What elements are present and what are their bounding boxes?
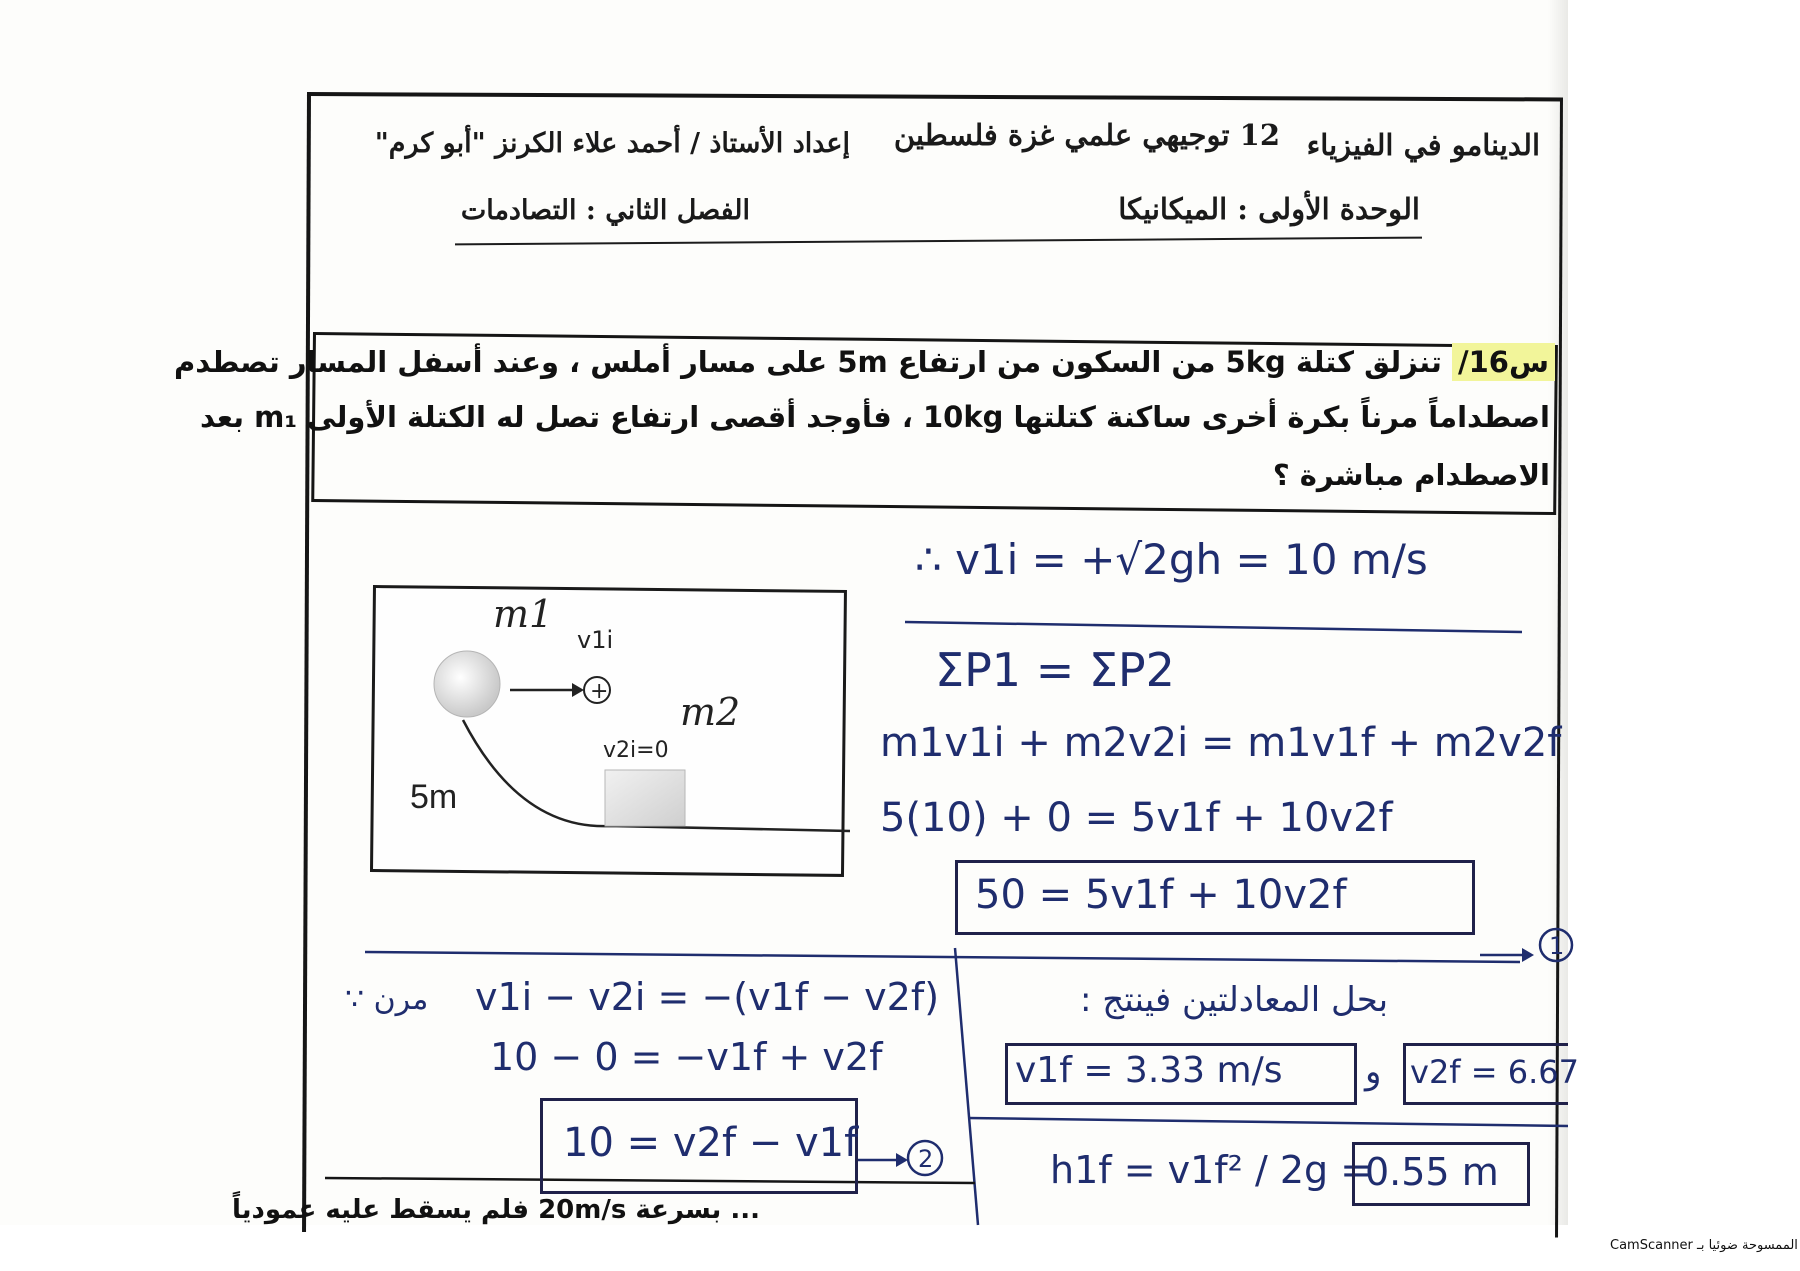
momentum-substituted: 5(10) + 0 = 5v1f + 10v2f: [880, 795, 1393, 841]
plus-sign: +: [590, 679, 609, 704]
m1-label: m1: [493, 592, 554, 636]
momentum-law: ΣP1 = ΣP2: [935, 643, 1175, 697]
header-grade: 12 توجيهي علمي غزة فلسطين: [893, 118, 1280, 152]
elastic-note: ∵ مرن: [345, 982, 429, 1017]
momentum-expanded: m1v1i + m2v2i = m1v1f + m2v2f: [880, 720, 1562, 766]
v1i-equation: ∴ v1i = +√2gh = 10 m/s: [915, 535, 1428, 584]
question-line-2: اصطداماً مرناً بكرة أخرى ساكنة كتلتها 10kg ، فأوجد أقصى ارتفاع تصل له الكتلة الأولى m₁ بعد: [200, 400, 1550, 434]
next-question-partial: ... بسرعة 20m/s فلم يسقط عليه عمودياً: [231, 1195, 760, 1225]
v1f-result: v1f = 3.33 m/s: [1015, 1050, 1283, 1091]
eq1-boxed: 50 = 5v1f + 10v2f: [975, 872, 1347, 918]
v1i-label: v1i: [577, 626, 614, 654]
header-author: إعداد الأستاذ / أحمد علاء الكرنز "أبو كرم": [374, 128, 850, 159]
header-unit: الوحدة الأولى : الميكانيكا: [1118, 192, 1420, 226]
h-formula: h1f = v1f² / 2g =: [1050, 1148, 1373, 1192]
v2i-label: v2i=0: [603, 738, 669, 763]
m2-label: m2: [680, 690, 741, 734]
question-text-1: تنزلق كتلة 5kg من السكون من ارتفاع 5m على مسار أملس ، وعند أسفل المسار تصطدم: [174, 345, 1442, 379]
and-word: و: [1365, 1052, 1382, 1092]
camscanner-footer: الممسوحة ضوئيا بـ CamScanner: [1610, 1238, 1798, 1253]
block-m2: [605, 770, 685, 826]
velocity-arrowhead: [572, 683, 584, 697]
divider-right-top: [905, 622, 1522, 632]
eq2-tag: 2: [918, 1145, 934, 1173]
header-chapter: الفصل الثاني : التصادمات: [460, 195, 750, 226]
elastic-substituted: 10 − 0 = −v1f + v2f: [490, 1035, 883, 1079]
question-line-3: الاصطدام مباشرة ؟: [1272, 458, 1550, 492]
divider-row: [968, 1118, 1568, 1126]
ball-m1: [434, 651, 500, 717]
eq1-tag: 1: [1549, 932, 1565, 960]
question-number: س16/: [1452, 343, 1555, 381]
arrow-eq1-head: [1522, 948, 1534, 962]
eq2-boxed: 10 = v2f − v1f: [563, 1120, 859, 1166]
divider-horizontal: [365, 952, 1520, 962]
solve-note: بحل المعادلتين فينتج :: [1080, 980, 1389, 1020]
h-result: 0.55 m: [1365, 1150, 1499, 1194]
v2f-result: v2f = 6.67: [1410, 1053, 1579, 1091]
elastic-relation: v1i − v2i = −(v1f − v2f): [475, 975, 940, 1019]
header-subject: الدينامو في الفيزياء: [1306, 128, 1540, 162]
arrow-eq2-head: [896, 1153, 908, 1167]
height-label: 5m: [410, 778, 458, 816]
